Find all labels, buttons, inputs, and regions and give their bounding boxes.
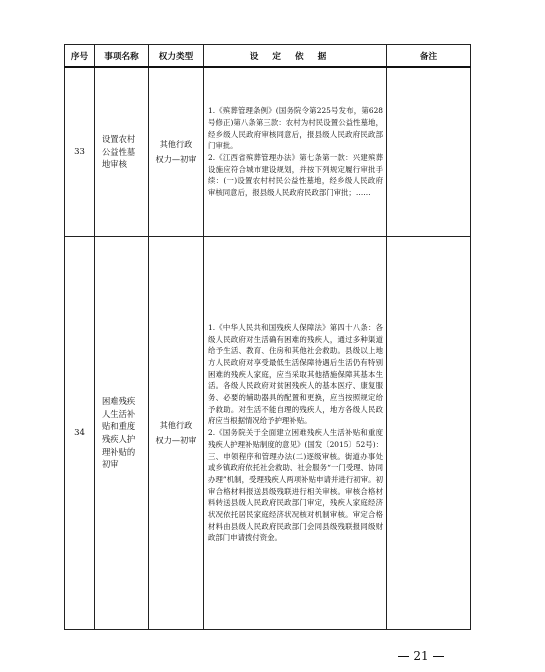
power-type-line: 权力—初审 bbox=[155, 154, 197, 164]
legal-basis bbox=[204, 67, 387, 237]
basis-paragraph: 1.《殡葬管理条例》(国务院令第225号发布，第628号修正)第八条第三款：农村为村民设置公益性墓地，经乡级人民政府审核同意后，报县级人民政府民政部门审批。 bbox=[208, 106, 383, 151]
page-dash-right bbox=[433, 656, 444, 657]
item-name bbox=[95, 67, 149, 237]
page-dash-left bbox=[398, 656, 409, 657]
header-num: 序号 bbox=[65, 45, 95, 68]
header-name: 事项名称 bbox=[95, 45, 149, 68]
header-basis bbox=[204, 45, 387, 68]
row-number: 34 bbox=[65, 237, 95, 630]
item-name-line: 困难残疾 bbox=[102, 396, 136, 407]
table-row bbox=[65, 67, 471, 237]
power-type-line: 其他行政 bbox=[159, 139, 193, 149]
item-name-line: 贴和重度 bbox=[102, 421, 136, 432]
page-number bbox=[391, 649, 451, 663]
row-number: 33 bbox=[65, 67, 95, 237]
power-type-line: 权力—初审 bbox=[155, 435, 197, 445]
basis-paragraph: 2.《江西省殡葬管理办法》第七条第一款：兴建殡葬设施应符合城市建设规划，并按下列规定履行审批手续：(一)设置农村村民公益性墓地，经乡级人民政府审核同意后，报县级人民政府民政部门审批；…… bbox=[208, 153, 383, 198]
header-type: 权力类型 bbox=[149, 45, 204, 68]
power-type-line: 其他行政 bbox=[159, 420, 193, 430]
basis-paragraph: 2.《国务院关于全面建立困难残疾人生活补贴和重度残疾人护理补贴制度的意见》(国发〔2015〕52号)：三、申领程序和管理办法(二)逐级审核。街道办事处或乡镇政府依托社会救助、社会服务“一门受理、协同办理”机制，受理残疾人两项补贴申请并进行初审。初审合格材料报送县级残联进行相关审核。审核合格材料转送县级人民政府民政部门审定，残疾人家庭经济状况依托居民家庭经济状况核对机制审核。审定合格材料由县级人民政府民政部门会同县级残联报同级财政部门申请拨付资金。 bbox=[208, 428, 383, 543]
page-number-value: 21 bbox=[413, 649, 429, 663]
item-name-line: 残疾人护 bbox=[102, 434, 136, 444]
power-type bbox=[149, 67, 204, 237]
power-type bbox=[149, 237, 204, 630]
item-name-line: 人生活补 bbox=[102, 408, 136, 419]
item-name-line: 公益性墓 bbox=[102, 146, 136, 157]
item-name-line: 初审 bbox=[102, 459, 119, 470]
item-name-line: 地审核 bbox=[102, 159, 127, 170]
header-basis-label: 设定依据 bbox=[249, 51, 341, 62]
table-row bbox=[65, 237, 471, 630]
note-cell bbox=[387, 237, 471, 630]
item-name-line: 设置农村 bbox=[102, 134, 136, 145]
note-cell bbox=[387, 67, 471, 237]
header-note: 备注 bbox=[387, 45, 471, 68]
item-name bbox=[95, 237, 149, 630]
legal-basis bbox=[204, 237, 387, 630]
authority-table bbox=[64, 44, 471, 630]
basis-paragraph: 1.《中华人民共和国残疾人保障法》第四十八条：各级人民政府对生活确有困难的残疾人，通过多种渠道给予生活、教育、住房和其他社会救助。县级以上地方人民政府对享受最低生活保障待遇后生活仍有特别困难的残疾人家庭，应当采取其他措施保障其基本生活。各级人民政府对贫困残疾人的基本医疗、康复服务、必要的辅助器具的配置和更换，应当按照规定给予救助。对生活不能自理的残疾人，地方各级人民政府应当根据情况给予护理补贴。 bbox=[208, 322, 383, 426]
table-header-row bbox=[65, 45, 471, 68]
item-name-line: 理补贴的 bbox=[102, 446, 136, 457]
